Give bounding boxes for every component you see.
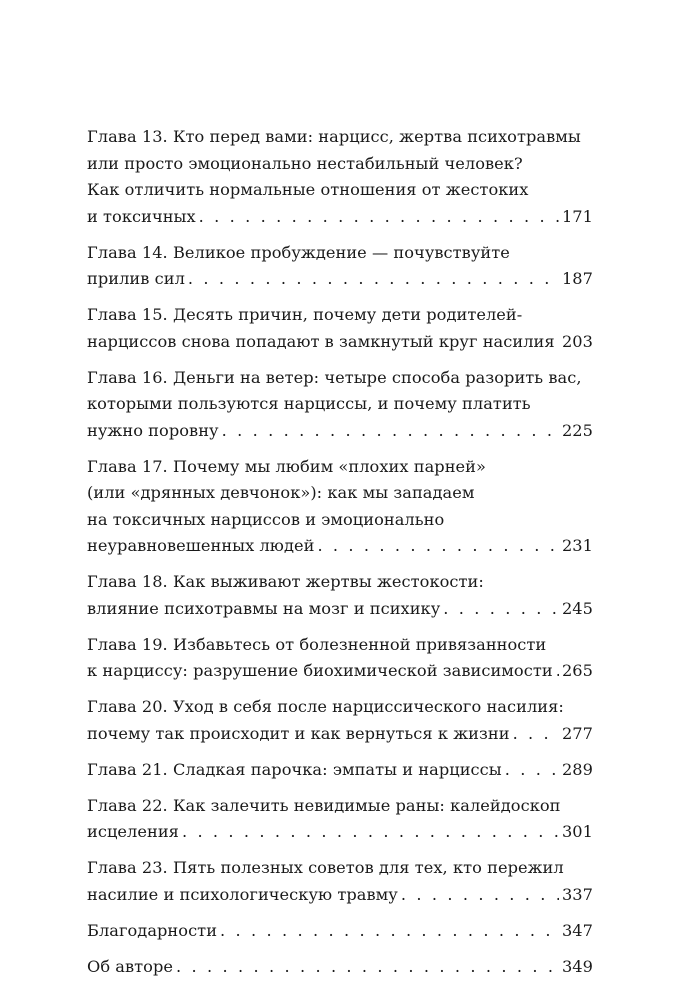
- toc-entry-text-line: или просто эмоционально нестабильный человек?: [87, 153, 523, 173]
- toc-entry-chapter-20[interactable]: [87, 694, 593, 747]
- toc-entry-text-line: Благодарности: [87, 920, 218, 940]
- dot-leader: [222, 418, 559, 445]
- toc-entry-text-line: исцеления: [87, 822, 179, 841]
- toc-entry-text-line: Глава 22. Как залечить невидимые раны: калейдоскоп: [87, 795, 561, 815]
- toc-entry-last-line: [87, 533, 593, 560]
- toc-entry-text-line: Глава 16. Деньги на ветер: четыре способа разорить вас,: [87, 367, 582, 387]
- toc-entry-text-line: на токсичных нарциссов и эмоционально: [87, 509, 445, 529]
- toc-entry-chapter-18[interactable]: [87, 569, 593, 622]
- toc-entry-text-line: нарциссов снова попадают в замкнутый круг насилия: [87, 331, 555, 351]
- toc-entry-text-line: Глава 20. Уход в себя после нарциссического насилия:: [87, 697, 564, 716]
- toc-entry-last-line: [87, 882, 593, 909]
- page-number: 187: [561, 269, 593, 288]
- toc-entry-about-author[interactable]: [87, 954, 593, 981]
- dot-leader: [317, 533, 559, 560]
- dot-leader: [513, 721, 559, 748]
- toc-entry-last-line: [87, 204, 593, 231]
- dot-leader: [199, 204, 559, 231]
- toc-entry-text-line: Глава 23. Пять полезных советов для тех, кто пережил: [87, 858, 564, 877]
- dot-leader: [182, 819, 559, 846]
- toc-entry-text-line: которыми пользуются нарциссы, и почему платить: [87, 394, 531, 413]
- toc-entry-text-line: насилие и психологическую травму: [87, 884, 398, 904]
- toc-entry-last-line: [87, 954, 593, 981]
- toc-entry-text-line: и токсичных: [87, 206, 196, 226]
- toc-entry-text-line: Глава 21. Сладкая парочка: эмпаты и нарциссы: [87, 759, 502, 779]
- toc-entry-acknowledgements[interactable]: [87, 918, 593, 945]
- toc-entry-text-line: к нарциссу: разрушение биохимической зависимости: [87, 661, 553, 680]
- toc-entry-last-line: [87, 918, 593, 945]
- toc-entry-chapter-17[interactable]: [87, 454, 593, 560]
- toc-entry-text-line: прилив сил: [87, 269, 185, 288]
- toc-entry-text-line: Глава 19. Избавьтесь от болезненной привязанности: [87, 634, 547, 654]
- toc-entry-text-line: Глава 18. Как выживают жертвы жестокости:: [87, 572, 484, 591]
- toc-entry-chapter-21[interactable]: [87, 757, 593, 784]
- toc-entry-text-line: (или «дрянных девчонок»): как мы западаем: [87, 483, 475, 502]
- page-number: 301: [561, 822, 593, 841]
- toc-entry-last-line: [87, 721, 593, 748]
- toc-entry-text-line: почему так происходит и как вернуться к жизни: [87, 723, 510, 743]
- dot-leader: [401, 882, 559, 909]
- toc-entry-text-line: влияние психотравмы на мозг и психику: [87, 598, 441, 618]
- toc-entry-text-line: Глава 13. Кто перед вами: нарцисс, жертва психотравмы: [87, 127, 581, 146]
- page-number: 265: [561, 661, 593, 680]
- dot-leader: [188, 266, 559, 293]
- page-number: 347: [561, 920, 593, 940]
- page-number: 337: [561, 884, 593, 904]
- page-number: 225: [561, 420, 593, 440]
- toc-entry-chapter-23[interactable]: [87, 855, 593, 908]
- toc-entry-chapter-15[interactable]: [87, 302, 593, 355]
- page-number: 203: [561, 331, 593, 351]
- dot-leader: [558, 329, 559, 356]
- toc-entry-last-line: [87, 266, 593, 293]
- toc-entry-chapter-19[interactable]: [87, 632, 593, 685]
- toc-entry-last-line: [87, 757, 593, 784]
- toc-entry-text-line: неуравновешенных людей: [87, 536, 315, 555]
- page-number: 231: [561, 536, 593, 555]
- dot-leader: [556, 658, 559, 685]
- page-number: 171: [561, 206, 593, 226]
- dot-leader: [443, 596, 559, 623]
- toc-entry-text-line: Глава 17. Почему мы любим «плохих парней»: [87, 456, 486, 476]
- page-number: 289: [561, 759, 593, 779]
- toc-entry-last-line: [87, 418, 593, 445]
- table-of-contents: [87, 124, 593, 990]
- toc-entry-chapter-22[interactable]: [87, 793, 593, 846]
- toc-entry-text-line: Глава 15. Десять причин, почему дети родителей-: [87, 305, 523, 324]
- dot-leader: [176, 954, 559, 981]
- toc-entry-last-line: [87, 596, 593, 623]
- toc-entry-last-line: [87, 658, 593, 685]
- dot-leader: [220, 918, 559, 945]
- page-number: 245: [561, 598, 593, 618]
- toc-entry-chapter-16[interactable]: [87, 365, 593, 445]
- toc-entry-last-line: [87, 329, 593, 356]
- toc-entry-text-line: Об авторе: [87, 956, 174, 976]
- toc-entry-chapter-13[interactable]: [87, 124, 593, 230]
- toc-entry-chapter-14[interactable]: [87, 240, 593, 293]
- toc-entry-last-line: [87, 819, 593, 846]
- page-number: 277: [561, 723, 593, 743]
- dot-leader: [505, 757, 559, 784]
- toc-entry-text-line: нужно поровну: [87, 420, 219, 440]
- toc-entry-text-line: Глава 14. Великое пробуждение — почувствуйте: [87, 242, 510, 262]
- toc-entry-text-line: Как отличить нормальные отношения от жестоких: [87, 180, 529, 199]
- page-number: 349: [561, 956, 593, 976]
